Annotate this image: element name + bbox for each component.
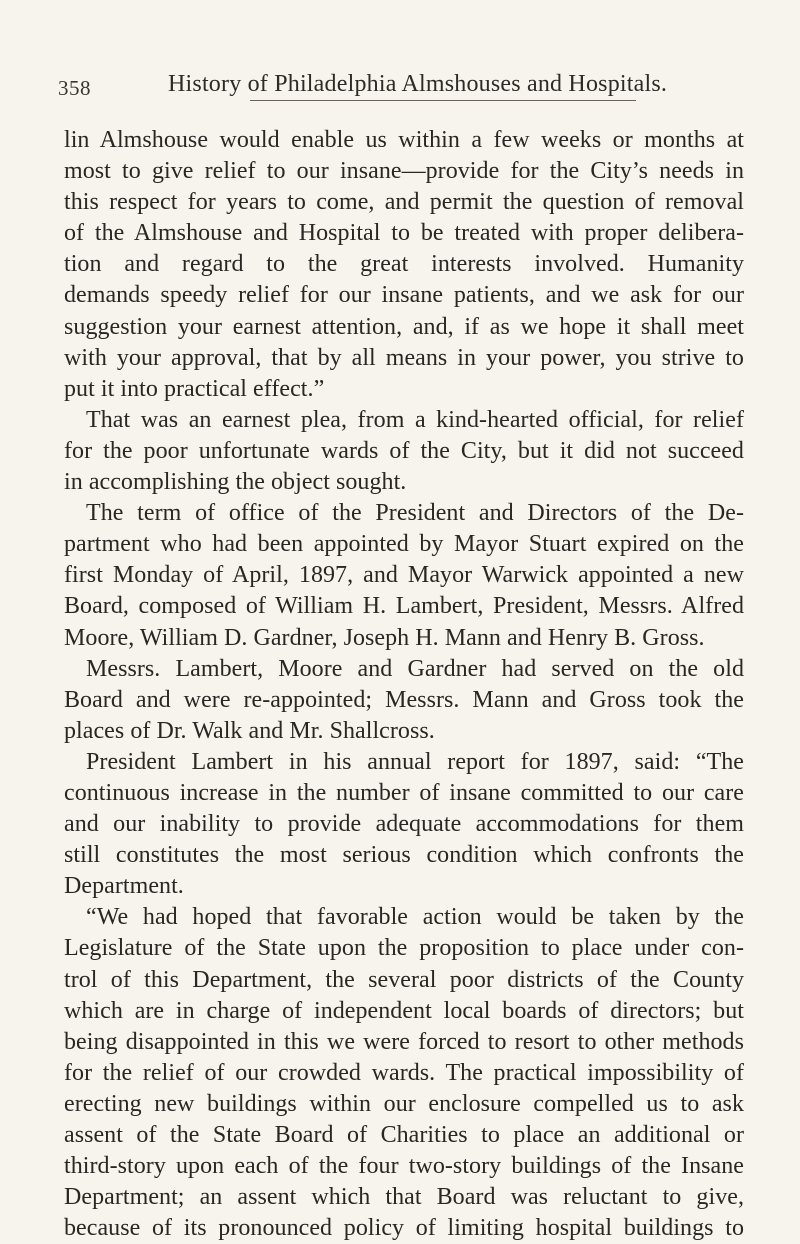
running-title: History of Philadelphia Almshouses and Hospitals. xyxy=(168,71,668,97)
text-line: because of its pronounced policy of limiting hospital buildings to xyxy=(64,1215,744,1242)
text-line: being disappointed in this we were forced to resort to other methods xyxy=(64,1028,744,1055)
text-line: tion and regard to the great interests involved. Humanity xyxy=(64,251,744,278)
text-line: of the Almshouse and Hospital to be treated with proper delibera- xyxy=(64,220,744,247)
text-line: for the poor unfortunate wards of the City, but it did not succeed xyxy=(64,437,744,464)
body-text xyxy=(64,125,744,1244)
text-line: Department. xyxy=(64,873,184,900)
text-line: assent of the State Board of Charities to place an additional or xyxy=(64,1122,744,1148)
text-line: demands speedy relief for our insane patients, and we ask for our xyxy=(64,282,744,309)
running-header xyxy=(0,71,800,106)
text-line: places of Dr. Walk and Mr. Shallcross. xyxy=(64,717,435,744)
text-line: which are in charge of independent local boards of directors; but xyxy=(64,997,744,1024)
text-line: That was an earnest plea, from a kind-hearted official, for relief xyxy=(86,406,744,433)
text-line: still constitutes the most serious condition which confronts the xyxy=(64,842,744,869)
text-line: partment who had been appointed by Mayor Stuart expired on the xyxy=(64,531,744,558)
text-line: erecting new buildings within our enclosure compelled us to ask xyxy=(64,1090,744,1117)
text-line: in accomplishing the object sought. xyxy=(64,469,407,496)
page-number: 358 xyxy=(58,76,91,100)
text-line: continuous increase in the number of insane committed to our care xyxy=(64,779,744,806)
header-rule xyxy=(250,100,636,101)
text-line: Board, composed of William H. Lambert, President, Messrs. Alfred xyxy=(64,593,744,620)
text-line: most to give relief to our insane—provide for the City’s needs in xyxy=(64,158,744,185)
text-line: with your approval, that by all means in your power, you strive to xyxy=(64,344,744,371)
text-line: suggestion your earnest attention, and, if as we hope it shall meet xyxy=(64,313,744,340)
text-line: put it into practical effect.” xyxy=(64,375,325,402)
text-line: The term of office of the President and Directors of the De- xyxy=(86,500,744,527)
text-line: “We had hoped that favorable action would be taken by the xyxy=(86,904,744,931)
text-line: lin Almshouse would enable us within a few weeks or months at xyxy=(64,127,744,153)
text-line: this respect for years to come, and permit the question of removal xyxy=(64,189,744,216)
text-line: trol of this Department, the several poor districts of the County xyxy=(64,966,744,993)
text-line: Board and were re-appointed; Messrs. Mann and Gross took the xyxy=(64,686,744,713)
text-line: for the relief of our crowded wards. The practical impossibility of xyxy=(64,1059,744,1086)
text-line: Messrs. Lambert, Moore and Gardner had served on the old xyxy=(86,655,744,682)
text-line: Department; an assent which that Board was reluctant to give, xyxy=(64,1184,744,1211)
text-line: third-story upon each of the four two-story buildings of the Insane xyxy=(64,1153,744,1180)
text-line: and our inability to provide adequate accommodations for them xyxy=(64,811,744,838)
text-line: first Monday of April, 1897, and Mayor Warwick appointed a new xyxy=(64,562,744,589)
text-line: Moore, William D. Gardner, Joseph H. Mann and Henry B. Gross. xyxy=(64,624,705,651)
text-line: President Lambert in his annual report for 1897, said: “The xyxy=(86,748,744,775)
text-line: Legislature of the State upon the proposition to place under con- xyxy=(64,935,744,962)
